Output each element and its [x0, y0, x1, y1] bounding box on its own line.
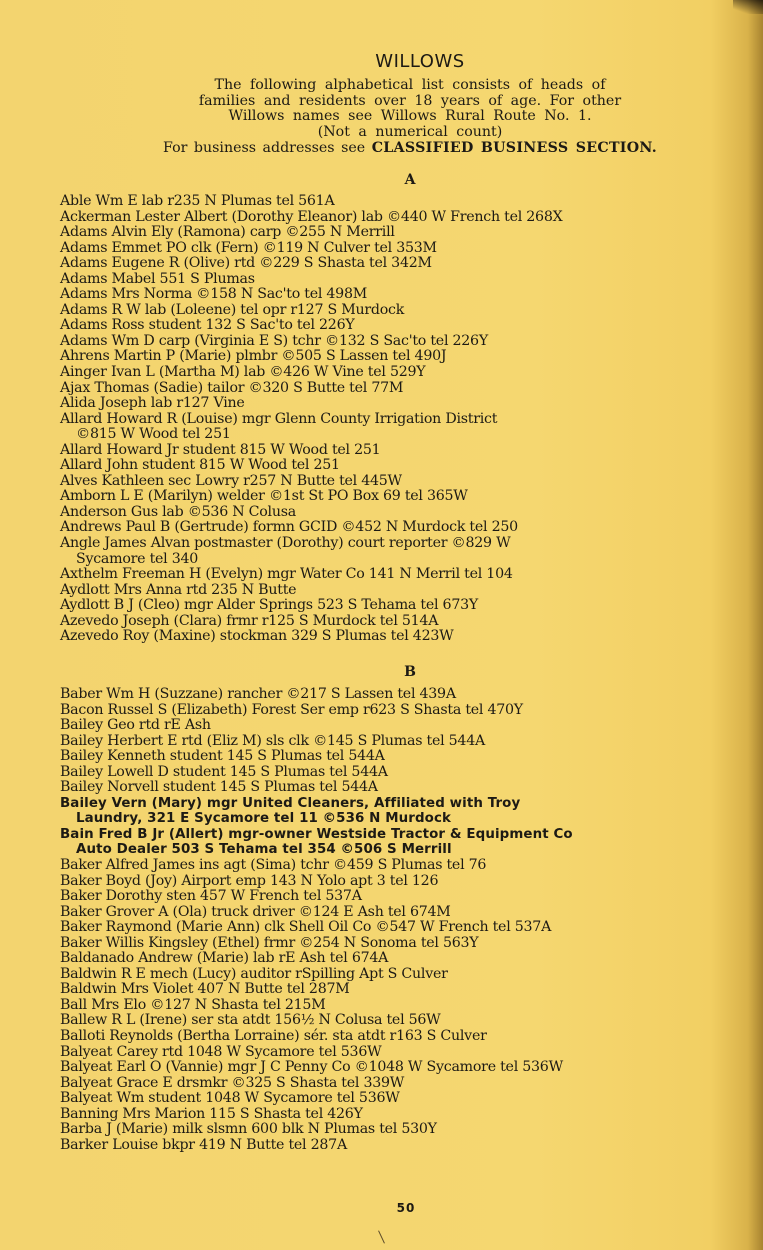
entry-text: Balyeat Wm student 1048 W Sycamore tel 536W [60, 1090, 400, 1107]
intro-paragraph [130, 78, 690, 157]
entry-text: Axthelm Freeman H (Evelyn) mgr Water Co 141 N Merril tel 104 [60, 566, 513, 583]
entry-text: Ahrens Martin P (Marie) plmbr ©505 S Lassen tel 490J [60, 348, 447, 365]
entry-text: Azevedo Roy (Maxine) stockman 329 S Plumas tel 423W [60, 628, 454, 645]
directory-entry [60, 951, 720, 967]
entry-text: Adams Emmet PO clk (Fern) ©119 N Culver tel 353M [60, 239, 437, 256]
entry-text: Adams Eugene R (Olive) rtd ©229 S Shasta tel 342M [60, 255, 432, 272]
entry-text: Baldwin R E mech (Lucy) auditor rSpilling Apt S Culver [60, 965, 448, 982]
entry-text: Allard Howard Jr student 815 W Wood tel 251 [60, 441, 381, 458]
entry-text: Adams Alvin Ely (Ramona) carp ©255 N Merrill [60, 224, 395, 241]
entry-text: Baker Alfred James ins agt (Sima) tchr ©459 S Plumas tel 76 [60, 857, 487, 874]
directory-entry [60, 225, 720, 241]
entry-text: Baker Dorothy sten 457 W French tel 537A [60, 888, 362, 905]
directory-entry [60, 443, 720, 459]
entry-text: Allard Howard R (Louise) mgr Glenn County Irrigation District [60, 410, 498, 427]
directory-entry [60, 412, 720, 443]
entry-text: Barker Louise bkpr 419 N Butte tel 287A [60, 1136, 347, 1153]
directory-entry [60, 583, 720, 599]
directory-entry [60, 1091, 720, 1107]
entry-text: Adams Mrs Norma ©158 N Sac'to tel 498M [60, 286, 368, 303]
intro-line: Willows names see Willows Rural Route No. 1. [228, 108, 592, 125]
business-note-prefix: For business addresses see [163, 140, 366, 157]
entry-text: Baker Willis Kingsley (Ethel) frmr ©254 N Sonoma tel 563Y [60, 934, 479, 951]
entry-text: Baldanado Andrew (Marie) lab rE Ash tel 674A [60, 950, 389, 967]
entry-text: Aydlott Mrs Anna rtd 235 N Butte [60, 581, 297, 598]
entry-continuation: ©815 W Wood tel 251 [76, 426, 231, 443]
section-letter-b: B [404, 664, 416, 680]
entry-continuation: Sycamore tel 340 [76, 550, 199, 567]
directory-entry [60, 858, 720, 874]
directory-entry [60, 396, 720, 412]
directory-entry [60, 765, 720, 781]
entry-text: Angle James Alvan postmaster (Dorothy) court reporter ©829 W [60, 535, 511, 552]
entry-text: Adams R W lab (Loleene) tel opr r127 S Murdock [60, 301, 405, 318]
directory-entry [60, 905, 720, 921]
entry-text: Able Wm E lab r235 N Plumas tel 561A [60, 193, 335, 209]
directory-entry [60, 505, 720, 521]
directory-entry [60, 718, 720, 734]
directory-entry [60, 365, 720, 381]
directory-entry [60, 194, 720, 210]
entry-text: Andrews Paul B (Gertrude) formn GCID ©452 N Murdock tel 250 [60, 519, 518, 536]
directory-entry [60, 598, 720, 614]
entry-text: Balyeat Grace E drsmkr ©325 S Shasta tel 339W [60, 1074, 405, 1091]
directory-entry [60, 1013, 720, 1029]
entry-text: Ballew R L (Irene) ser sta atdt 156½ N Colusa tel 56W [60, 1012, 441, 1029]
intro-line: families and residents over 18 years of age. For other [198, 92, 622, 109]
directory-entry [60, 1060, 720, 1076]
directory-entry [60, 1045, 720, 1061]
entry-text: Baber Wm H (Suzzane) rancher ©217 S Lassen tel 439A [60, 686, 456, 702]
entry-continuation: Auto Dealer 503 S Tehama tel 354 ©506 S Merrill [76, 842, 452, 858]
entry-text: Baker Raymond (Marie Ann) clk Shell Oil Co ©547 W French tel 537A [60, 919, 552, 936]
entry-text: Ball Mrs Elo ©127 N Shasta tel 215M [60, 996, 326, 1013]
directory-entry [60, 827, 720, 858]
directory-entry [60, 458, 720, 474]
pencil-mark [378, 1230, 385, 1243]
page-title: WILLOWS [375, 51, 465, 72]
directory-entry [60, 567, 720, 583]
section-letter-a: A [404, 172, 416, 188]
directory-entry [60, 967, 720, 983]
directory-entry [60, 520, 720, 536]
directory-entry [60, 287, 720, 303]
entry-text: Bailey Lowell D student 145 S Plumas tel 544A [60, 763, 388, 780]
entry-text: Barba J (Marie) milk slsmn 600 blk N Plumas tel 530Y [60, 1121, 437, 1138]
intro-line: The following alphabetical list consists of heads of [214, 77, 606, 93]
entry-text: Aydlott B J (Cleo) mgr Alder Springs 523 S Tehama tel 673Y [60, 597, 478, 614]
entry-text: Bacon Russel S (Elizabeth) Forest Ser emp r623 S Shasta tel 470Y [60, 701, 523, 718]
directory-entry [60, 889, 720, 905]
directory-entry [60, 272, 720, 288]
directory-entry [60, 1122, 720, 1138]
directory-entry [60, 796, 720, 827]
directory-entry [60, 982, 720, 998]
entry-text: Ainger Ivan L (Martha M) lab ©426 W Vine tel 529Y [60, 364, 426, 381]
directory-entry [60, 749, 720, 765]
directory-entry [60, 629, 720, 645]
entry-text: Baker Boyd (Joy) Airport emp 143 N Yolo apt 3 tel 126 [60, 872, 439, 889]
page-corner-shadow [733, 0, 763, 14]
entries-list-a [60, 194, 720, 645]
directory-entry [60, 1076, 720, 1092]
directory-entry [60, 936, 720, 952]
entry-text: Adams Wm D carp (Virginia E S) tchr ©132 S Sac'to tel 226Y [60, 332, 488, 349]
entry-text: Alida Joseph lab r127 Vine [60, 395, 245, 412]
directory-entry [60, 349, 720, 365]
directory-entry [60, 303, 720, 319]
directory-entry [60, 998, 720, 1014]
directory-entry [60, 210, 720, 226]
entry-text: Allard John student 815 W Wood tel 251 [60, 457, 340, 474]
entries-list-b [60, 687, 720, 1153]
directory-entry [60, 703, 720, 719]
directory-entry [60, 1138, 720, 1154]
directory-entry [60, 874, 720, 890]
directory-entry [60, 241, 720, 257]
directory-entry [60, 334, 720, 350]
entry-text: Anderson Gus lab ©536 N Colusa [60, 503, 296, 520]
entry-text: Adams Ross student 132 S Sac'to tel 226Y [60, 317, 355, 334]
entry-continuation: Laundry, 321 E Sycamore tel 11 ©536 N Murdock [76, 811, 452, 827]
directory-entry [60, 687, 720, 703]
entry-text: Bailey Herbert E rtd (Eliz M) sls clk ©145 S Plumas tel 544A [60, 732, 485, 749]
entry-text: Alves Kathleen sec Lowry r257 N Butte tel 445W [60, 472, 402, 489]
entry-text: Bailey Geo rtd rE Ash [60, 717, 211, 734]
entry-text: Bailey Kenneth student 145 S Plumas tel 544A [60, 748, 385, 765]
entry-text: Baker Grover A (Ola) truck driver ©124 E Ash tel 674M [60, 903, 451, 920]
entry-text: Baldwin Mrs Violet 407 N Butte tel 287M [60, 981, 350, 998]
business-note [130, 141, 690, 157]
directory-entry [60, 1029, 720, 1045]
entry-text: Bailey Vern (Mary) mgr United Cleaners, Affiliated with Troy [60, 795, 521, 811]
entry-text: Balyeat Earl O (Vannie) mgr J C Penny Co ©1048 W Sycamore tel 536W [60, 1059, 563, 1076]
entry-text: Balyeat Carey rtd 1048 W Sycamore tel 536W [60, 1043, 382, 1060]
entry-text: Ajax Thomas (Sadie) tailor ©320 S Butte tel 77M [60, 379, 404, 396]
entry-text: Amborn L E (Marilyn) welder ©1st St PO Box 69 tel 365W [60, 488, 468, 505]
entry-text: Banning Mrs Marion 115 S Shasta tel 426Y [60, 1105, 363, 1122]
entry-text: Bailey Norvell student 145 S Plumas tel 544A [60, 779, 378, 796]
entry-text: Bain Fred B Jr (Allert) mgr-owner Westside Tractor & Equipment Co [60, 826, 573, 842]
entry-text: Azevedo Joseph (Clara) frmr r125 S Murdock tel 514A [60, 612, 439, 629]
entry-text: Adams Mabel 551 S Plumas [60, 270, 255, 287]
classified-section-reference: CLASSIFIED BUSINESS SECTION. [371, 140, 657, 157]
entry-text: Ackerman Lester Albert (Dorothy Eleanor) lab ©440 W French tel 268X [60, 208, 563, 225]
directory-entry [60, 474, 720, 490]
directory-entry [60, 381, 720, 397]
entry-text: Balloti Reynolds (Bertha Lorraine) sér. sta atdt r163 S Culver [60, 1028, 487, 1045]
directory-entry [60, 318, 720, 334]
directory-entry [60, 614, 720, 630]
directory-entry [60, 920, 720, 936]
directory-entry [60, 536, 720, 567]
page-number: 50 [396, 1201, 416, 1215]
directory-entry [60, 780, 720, 796]
directory-entry [60, 256, 720, 272]
directory-entry [60, 489, 720, 505]
directory-entry [60, 1107, 720, 1123]
directory-entry [60, 734, 720, 750]
intro-line: (Not a numerical count) [317, 123, 503, 140]
